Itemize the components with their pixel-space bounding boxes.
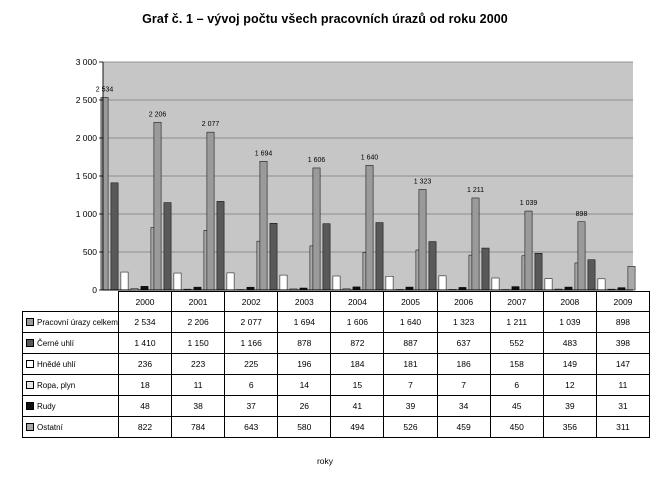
table-corner (23, 292, 119, 312)
table-cell: 12 (543, 375, 596, 396)
bar (376, 223, 383, 290)
x-axis-label: roky (316, 456, 334, 466)
bar (439, 276, 446, 290)
data-label: 1 039 (519, 200, 538, 208)
bar (419, 189, 426, 290)
table-cell: 898 (596, 312, 649, 333)
bar (482, 248, 489, 290)
y-tick-label: 2 500 (75, 95, 97, 105)
data-label: 898 (575, 210, 588, 218)
table-cell: 494 (331, 417, 384, 438)
legend-entry (23, 312, 119, 333)
table-cell: 1 039 (543, 312, 596, 333)
bar (174, 273, 181, 290)
table-cell: 1 640 (384, 312, 437, 333)
bar (217, 201, 224, 290)
table-cell: 184 (331, 354, 384, 375)
table-cell: 26 (278, 396, 331, 417)
bar (141, 286, 148, 290)
table-cell: 637 (437, 333, 490, 354)
table-cell: 6 (490, 375, 543, 396)
table-cell: 11 (596, 375, 649, 396)
table-cell: 38 (172, 396, 225, 417)
table-cell: 822 (118, 417, 171, 438)
y-tick-label: 1 500 (75, 171, 97, 181)
table-cell: 1 410 (118, 333, 171, 354)
table-cell: 147 (596, 354, 649, 375)
bar (512, 287, 519, 290)
category-label: 2002 (225, 292, 278, 312)
table-cell: 1 694 (278, 312, 331, 333)
y-tick-label: 0 (92, 285, 97, 295)
table-cell: 11 (172, 375, 225, 396)
table-row (23, 375, 650, 396)
y-tick-label: 1 000 (75, 209, 97, 219)
y-tick-label: 500 (82, 247, 97, 257)
category-label: 2004 (331, 292, 384, 312)
category-label: 2007 (490, 292, 543, 312)
legend-label: Hnědé uhlí (37, 359, 76, 369)
table-cell: 196 (278, 354, 331, 375)
table-cell: 872 (331, 333, 384, 354)
bar (628, 266, 635, 290)
table-cell: 643 (225, 417, 278, 438)
table-cell: 483 (543, 333, 596, 354)
bar (101, 97, 108, 290)
table-cell: 2 534 (118, 312, 171, 333)
legend-swatch (26, 318, 34, 326)
legend-swatch (26, 381, 34, 389)
data-label: 2 534 (95, 86, 114, 94)
category-label: 2008 (543, 292, 596, 312)
bar (492, 278, 499, 290)
legend-entry (23, 375, 119, 396)
bar (598, 279, 605, 290)
bar (429, 242, 436, 290)
data-label: 1 694 (254, 150, 273, 158)
table-cell: 784 (172, 417, 225, 438)
table-row (23, 417, 650, 438)
bar (270, 223, 277, 290)
table-cell: 1 323 (437, 312, 490, 333)
bar (366, 165, 373, 290)
category-label: 2006 (437, 292, 490, 312)
legend-label: Ostatní (37, 422, 63, 432)
table-cell: 2 206 (172, 312, 225, 333)
table-cell: 450 (490, 417, 543, 438)
data-label: 2 077 (201, 121, 220, 129)
table-cell: 552 (490, 333, 543, 354)
table-cell: 225 (225, 354, 278, 375)
bar (164, 203, 171, 290)
data-label: 1 323 (413, 178, 432, 186)
table-cell: 1 606 (331, 312, 384, 333)
table-cell: 15 (331, 375, 384, 396)
table-cell: 580 (278, 417, 331, 438)
table-cell: 311 (596, 417, 649, 438)
bar (353, 287, 360, 290)
table-cell: 6 (225, 375, 278, 396)
table-cell: 878 (278, 333, 331, 354)
table-cell: 158 (490, 354, 543, 375)
category-label: 2003 (278, 292, 331, 312)
table-cell: 1 211 (490, 312, 543, 333)
y-tick-label: 2 000 (75, 133, 97, 143)
table-row (23, 312, 650, 333)
bar (227, 273, 234, 290)
bar (386, 276, 393, 290)
category-label: 2005 (384, 292, 437, 312)
table-cell: 45 (490, 396, 543, 417)
table-cell: 181 (384, 354, 437, 375)
table-cell: 31 (596, 396, 649, 417)
bar (333, 276, 340, 290)
bar (472, 198, 479, 290)
table-cell: 149 (543, 354, 596, 375)
table-header-row (23, 292, 650, 312)
bar (578, 222, 585, 290)
table-cell: 459 (437, 417, 490, 438)
legend-label: Rudy (37, 401, 56, 411)
legend-entry (23, 417, 119, 438)
bar (545, 279, 552, 290)
category-label: 2000 (118, 292, 171, 312)
table-cell: 7 (437, 375, 490, 396)
table-cell: 39 (384, 396, 437, 417)
legend-label: Ropa, plyn (37, 380, 76, 390)
table-cell: 526 (384, 417, 437, 438)
table-cell: 1 150 (172, 333, 225, 354)
bar (207, 132, 214, 290)
table-cell: 48 (118, 396, 171, 417)
bar (323, 224, 330, 290)
category-label: 2001 (172, 292, 225, 312)
bar (588, 260, 595, 290)
bar (111, 183, 118, 290)
table-cell: 14 (278, 375, 331, 396)
data-label: 1 640 (360, 154, 379, 162)
legend-swatch (26, 339, 34, 347)
chart-title: Graf č. 1 – vývoj počtu všech pracovních úrazů od roku 2000 (142, 12, 508, 26)
data-label: 1 211 (467, 186, 484, 194)
table-cell: 887 (384, 333, 437, 354)
table-cell: 236 (118, 354, 171, 375)
legend-entry (23, 333, 119, 354)
table-cell: 39 (543, 396, 596, 417)
legend-label: Pracovní úrazy celkem (37, 317, 118, 327)
data-table (22, 291, 650, 438)
bar (121, 272, 128, 290)
bar (535, 253, 542, 290)
table-cell: 37 (225, 396, 278, 417)
table-cell: 18 (118, 375, 171, 396)
bar (280, 275, 287, 290)
legend-label: Černé uhlí (37, 338, 74, 348)
bar (525, 211, 532, 290)
table-cell: 41 (331, 396, 384, 417)
y-tick-label: 3 000 (75, 57, 97, 67)
table-row (23, 333, 650, 354)
legend-entry (23, 354, 119, 375)
table-row (23, 354, 650, 375)
data-label: 2 206 (148, 111, 167, 119)
table-cell: 186 (437, 354, 490, 375)
table-cell: 2 077 (225, 312, 278, 333)
table-cell: 1 166 (225, 333, 278, 354)
legend-swatch (26, 402, 34, 410)
bar (313, 168, 320, 290)
legend-swatch (26, 423, 34, 431)
table-cell: 356 (543, 417, 596, 438)
table-cell: 223 (172, 354, 225, 375)
legend-entry (23, 396, 119, 417)
table-cell: 7 (384, 375, 437, 396)
bar (260, 161, 267, 290)
table-cell: 398 (596, 333, 649, 354)
category-label: 2009 (596, 292, 649, 312)
table-row (23, 396, 650, 417)
bar (154, 122, 161, 290)
legend-swatch (26, 360, 34, 368)
table-cell: 34 (437, 396, 490, 417)
data-label: 1 606 (307, 156, 326, 164)
